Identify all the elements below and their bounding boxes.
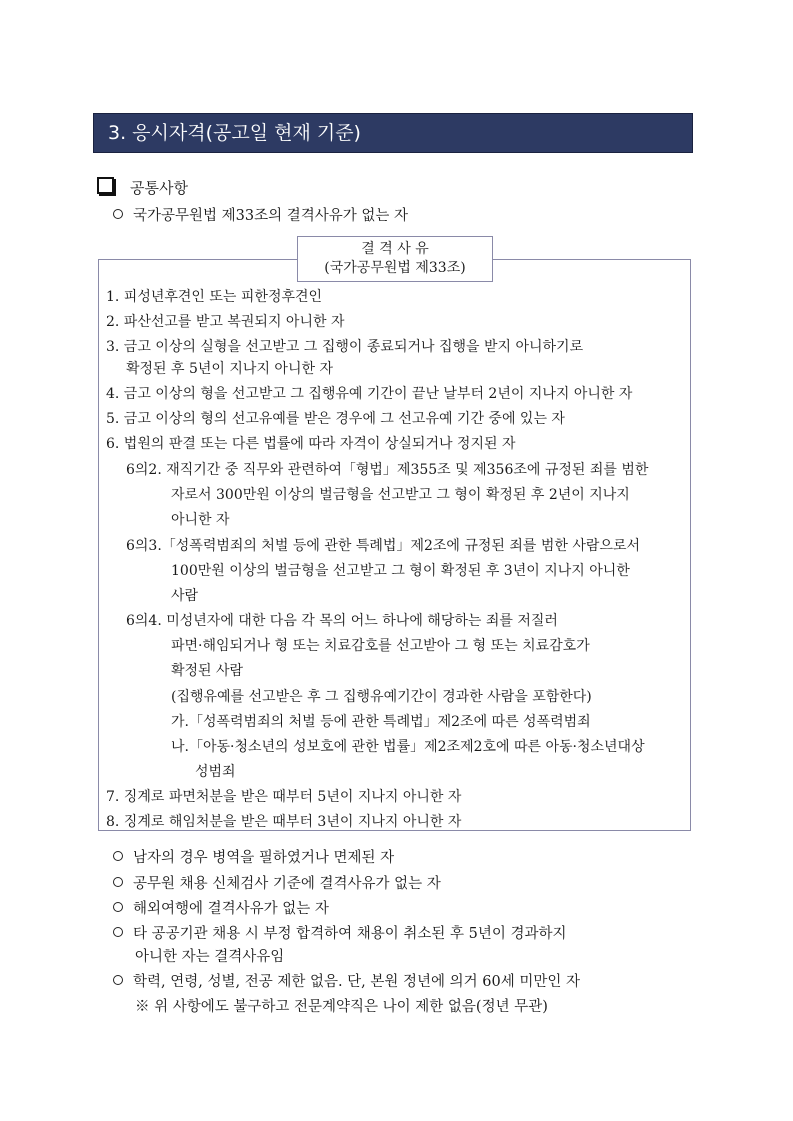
bullet-text-continued: 아니한 자는 결격사유임: [135, 949, 285, 965]
circle-bullet-icon: [113, 902, 123, 912]
bullet-text: 학력, 연령, 성별, 전공 제한 없음. 단, 본원 정년에 의거 60세 미만인 자: [133, 974, 580, 990]
disqualification-subitem-note: (집행유예를 선고받은 후 그 집행유예기간이 경과한 사람을 포함한다): [171, 689, 592, 705]
bullet-item: [113, 873, 441, 895]
disqualification-subitem-continued: 아니한 자: [171, 512, 230, 528]
disqualification-subitem-continued: 자로서 300만원 이상의 벌금형을 선고받고 그 형이 확정된 후 2년이 지나지: [171, 487, 630, 503]
common-requirements-heading: [97, 177, 188, 197]
box-title-line2: (국가공무원법 제33조): [324, 260, 466, 276]
circle-bullet-icon: [113, 927, 123, 937]
disqualification-item: 3. 금고 이상의 실형을 선고받고 그 집행이 종료되거나 집행을 받지 아니하기로: [106, 339, 584, 355]
bullet-item: [113, 898, 329, 920]
circle-bullet-icon: [113, 877, 123, 887]
bullet-item: [113, 923, 567, 945]
section-title: 3. 응시자격(공고일 현재 기준): [93, 113, 693, 153]
bullet-text: 국가공무원법 제33조의 결격사유가 없는 자: [133, 208, 409, 224]
bullet-text: 공무원 채용 신체검사 기준에 결격사유가 없는 자: [133, 876, 441, 892]
disqualification-item-continued: 확정된 후 5년이 지나지 아니한 자: [126, 361, 333, 377]
disqualification-box-title: [297, 236, 493, 282]
bullet-item: [113, 971, 580, 993]
circle-bullet-icon: [113, 209, 123, 219]
disqualification-subitem-point: 나.「아동·청소년의 성보호에 관한 법률」제2조제2호에 따른 아동·청소년대상: [171, 739, 645, 755]
bullet-item: [113, 205, 408, 227]
disqualification-subitem-continued: 100만원 이상의 벌금형을 선고받고 그 형이 확정된 후 3년이 지나지 아니한: [171, 563, 630, 579]
circle-bullet-icon: [113, 975, 123, 985]
checkbox-square-icon: [97, 177, 114, 194]
disqualification-item: 6. 법원의 판결 또는 다른 법률에 따라 자격이 상실되거나 정지된 자: [106, 436, 516, 452]
bullet-text: 해외여행에 결격사유가 없는 자: [133, 901, 329, 917]
disqualification-subitem-point-continued: 성범죄: [195, 764, 236, 780]
disqualification-item: 8. 징계로 해임처분을 받은 때부터 3년이 지나지 아니한 자: [106, 814, 462, 830]
disqualification-item: 7. 징계로 파면처분을 받은 때부터 5년이 지나지 아니한 자: [106, 789, 462, 805]
disqualification-item: 1. 피성년후견인 또는 피한정후견인: [106, 289, 323, 305]
disqualification-item: 2. 파산선고를 받고 복권되지 아니한 자: [106, 314, 345, 330]
bullet-text: 타 공공기관 채용 시 부정 합격하여 채용이 취소된 후 5년이 경과하지: [133, 926, 567, 942]
common-heading-label: 공통사항: [130, 179, 188, 197]
disqualification-subitem: 6의3.「성폭력범죄의 처벌 등에 관한 특례법」제2조에 규정된 죄를 범한 사람으로서: [126, 538, 641, 554]
bullet-text: 남자의 경우 병역을 필하였거나 면제된 자: [133, 850, 395, 866]
disqualification-subitem: 6의4. 미성년자에 대한 다음 각 목의 어느 하나에 해당하는 죄를 저질러: [126, 613, 558, 629]
disqualification-item: 4. 금고 이상의 형을 선고받고 그 집행유예 기간이 끝난 날부터 2년이 지나지 아니한 자: [106, 386, 633, 402]
disqualification-subitem-continued: 확정된 사람: [171, 663, 244, 679]
box-title-line1: 결 격 사 유: [361, 241, 429, 257]
reference-note: ※ 위 사항에도 불구하고 전문계약직은 나이 제한 없음(정년 무관): [135, 999, 548, 1015]
disqualification-item: 5. 금고 이상의 형의 선고유예를 받은 경우에 그 선고유예 기간 중에 있는 자: [106, 411, 565, 427]
disqualification-subitem-continued: 파면·해임되거나 형 또는 치료감호를 선고받아 그 형 또는 치료감호가: [171, 638, 590, 654]
disqualification-subitem-point: 가.「성폭력범죄의 처벌 등에 관한 특례법」제2조에 따른 성폭력범죄: [171, 714, 591, 730]
circle-bullet-icon: [113, 851, 123, 861]
disqualification-subitem: 6의2. 재직기간 중 직무와 관련하여「형법」제355조 및 제356조에 규정된 죄를 범한: [126, 462, 649, 478]
disqualification-subitem-continued: 사람: [171, 588, 199, 604]
bullet-item: [113, 847, 394, 869]
